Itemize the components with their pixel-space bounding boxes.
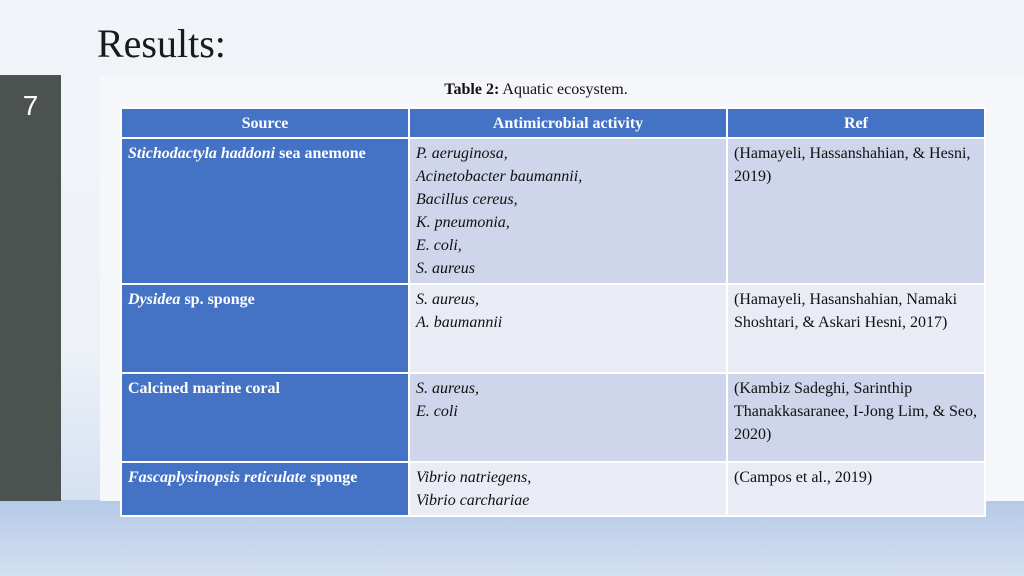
table-row <box>121 138 985 284</box>
source-cell <box>121 462 409 516</box>
source-italic: Dysidea <box>128 291 181 308</box>
organism: E. coli <box>416 403 458 420</box>
slide-title: Results: <box>97 21 226 66</box>
activity-cell <box>409 462 727 516</box>
organism: Bacillus cereus, <box>416 191 518 208</box>
organism: Vibrio carchariae <box>416 492 530 509</box>
table-row <box>121 462 985 516</box>
organism: Acinetobacter baumannii, <box>416 168 583 185</box>
table-header-row <box>121 108 985 138</box>
slide-number: 7 <box>22 90 39 121</box>
table-caption <box>100 81 972 99</box>
organism: K. pneumonia, <box>416 214 510 231</box>
header-source: Source <box>121 108 409 138</box>
source-rest: sp. sponge <box>180 291 255 308</box>
ref-cell: (Hamayeli, Hassanshahian, & Hesni, 2019) <box>727 138 985 284</box>
ref-cell: (Campos et al., 2019) <box>727 462 985 516</box>
header-antimicrobial-activity: Antimicrobial activity <box>409 108 727 138</box>
source-italic: Fascaplysinopsis reticulate <box>128 469 307 486</box>
table-caption-text: Aquatic ecosystem. <box>499 81 628 98</box>
slide-number-bar <box>0 75 61 501</box>
header-ref: Ref <box>727 108 985 138</box>
source-cell <box>121 138 409 284</box>
source-cell <box>121 284 409 373</box>
ref-cell: (Hamayeli, Hasanshahian, Namaki Shoshtari, & Askari Hesni, 2017) <box>727 284 985 373</box>
activity-cell <box>409 284 727 373</box>
organism: P. aeruginosa, <box>416 145 508 162</box>
activity-cell <box>409 373 727 462</box>
results-table <box>120 107 986 517</box>
source-italic: Stichodactyla haddoni <box>128 145 276 162</box>
source-rest: sea anemone <box>275 145 366 162</box>
organism: S. aureus <box>416 260 475 277</box>
organism: A. baumannii <box>416 314 503 331</box>
table-row <box>121 284 985 373</box>
source-rest: Calcined marine coral <box>128 380 280 397</box>
organism: E. coli, <box>416 237 462 254</box>
source-cell <box>121 373 409 462</box>
organism: S. aureus, <box>416 291 479 308</box>
table-caption-label: Table 2: <box>444 81 500 98</box>
ref-cell: (Kambiz Sadeghi, Sarinthip Thanakkasaranee, I-Jong Lim, & Seo, 2020) <box>727 373 985 462</box>
activity-cell <box>409 138 727 284</box>
source-rest: sponge <box>306 469 358 486</box>
organism: S. aureus, <box>416 380 479 397</box>
table-row <box>121 373 985 462</box>
organism: Vibrio natriegens, <box>416 469 532 486</box>
